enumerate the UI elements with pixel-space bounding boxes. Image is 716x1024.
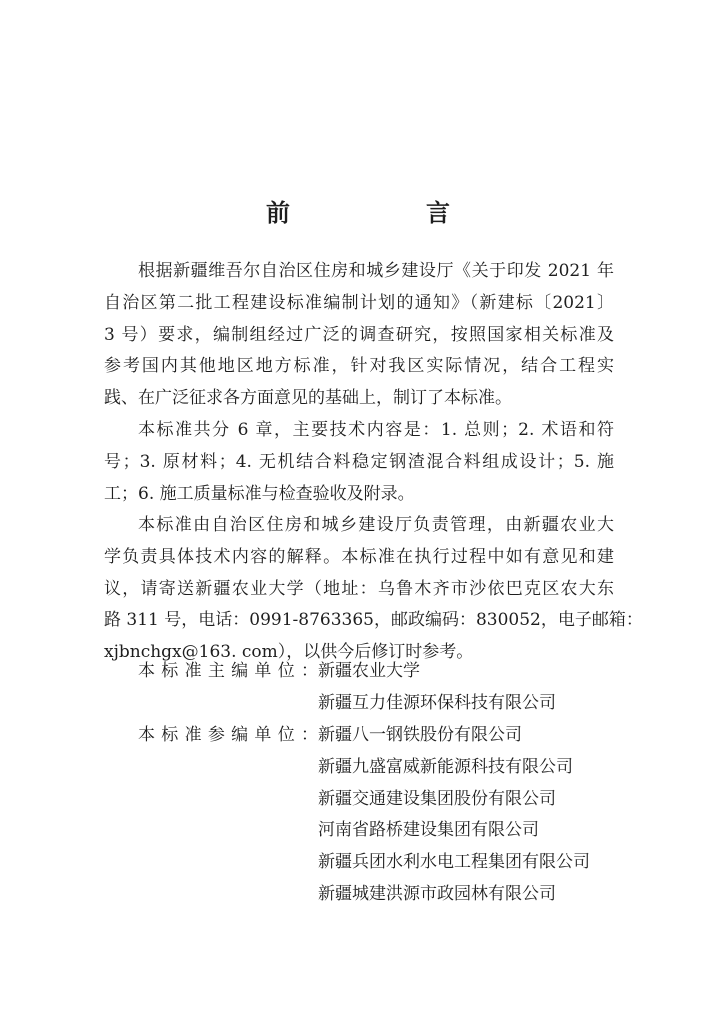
unit-name: 新疆八一钢铁股份有限公司 xyxy=(318,725,522,745)
unit-name: 新疆兵团水利水电工程集团有限公司 xyxy=(318,852,590,873)
text-line: 路 311 号，电话：0991-8763365，邮政编码：830052，电子邮箱： xyxy=(104,610,643,631)
chief-units-label xyxy=(138,656,318,688)
label-char: 本 xyxy=(138,661,155,681)
label-char: 主 xyxy=(207,661,225,681)
paragraph-background xyxy=(104,256,614,415)
text-line: 本标准由自治区住房和城乡建设厅负责管理，由新疆农业大 xyxy=(138,515,614,535)
text-line: 议，请寄送新疆农业大学（地址：乌鲁木齐市沙依巴克区农大东 xyxy=(104,578,614,599)
label-char: 标 xyxy=(161,661,179,681)
label-char: 本 xyxy=(138,725,155,745)
label-char: ： xyxy=(300,661,318,681)
text-line: 学负责具体技术内容的解释。本标准在执行过程中如有意见和建 xyxy=(104,546,614,567)
text-line: 号；3. 原材料；4. 无机结合料稳定钢渣混合料组成设计；5. 施 xyxy=(104,451,614,472)
label-char: 准 xyxy=(184,661,202,681)
paragraph-contents xyxy=(104,415,614,510)
unit-name: 新疆互力佳源环保科技有限公司 xyxy=(318,692,556,713)
participating-units-section xyxy=(138,720,590,911)
chief-units-section xyxy=(138,656,556,720)
participating-units-row xyxy=(138,847,590,879)
participating-units-label xyxy=(138,720,318,752)
participating-units-row xyxy=(138,784,590,816)
chief-units-row xyxy=(138,656,556,688)
text-line: 3 号）要求，编制组经过广泛的调查研究，按照国家相关标准及 xyxy=(104,324,614,345)
label-char: 编 xyxy=(231,725,249,745)
chief-units-row xyxy=(138,688,556,720)
page-title: 前 言 xyxy=(266,198,506,227)
participating-units-row xyxy=(138,879,590,911)
label-char: 单 xyxy=(254,661,272,681)
text-line: 参考国内其他地区地方标准，针对我区实际情况，结合工程实 xyxy=(104,356,614,377)
text-line: 践、在广泛征求各方面意见的基础上，制订了本标准。 xyxy=(104,388,512,409)
participating-units-row xyxy=(138,720,590,752)
participating-units-row xyxy=(138,815,590,847)
unit-name: 新疆农业大学 xyxy=(318,661,420,681)
label-char: 准 xyxy=(184,725,202,745)
text-line: 工；6. 施工质量标准与检查验收及附录。 xyxy=(104,483,415,504)
unit-name: 新疆交通建设集团股份有限公司 xyxy=(318,788,556,809)
paragraph-management xyxy=(104,510,643,669)
label-char: 标 xyxy=(161,725,179,745)
text-line: 根据新疆维吾尔自治区住房和城乡建设厅《关于印发 2021 年 xyxy=(138,261,614,281)
unit-name: 河南省路桥建设集团有限公司 xyxy=(318,820,539,841)
unit-name: 新疆城建洪源市政园林有限公司 xyxy=(318,883,556,904)
label-char: 编 xyxy=(231,661,249,681)
text-line: 本标准共分 6 章，主要技术内容是：1. 总则；2. 术语和符 xyxy=(138,420,614,440)
label-char: 位 xyxy=(277,661,295,681)
label-char: 位 xyxy=(277,725,295,745)
label-char: ： xyxy=(300,725,318,745)
unit-name: 新疆九盛富威新能源科技有限公司 xyxy=(318,756,573,777)
text-line: 自治区第二批工程建设标准编制计划的通知》（新建标〔2021〕 xyxy=(104,292,614,313)
participating-units-row xyxy=(138,752,590,784)
text-line: xjbnchgx@163. com），以供今后修订时参考。 xyxy=(104,642,474,663)
label-char: 单 xyxy=(254,725,272,745)
label-char: 参 xyxy=(207,725,225,745)
